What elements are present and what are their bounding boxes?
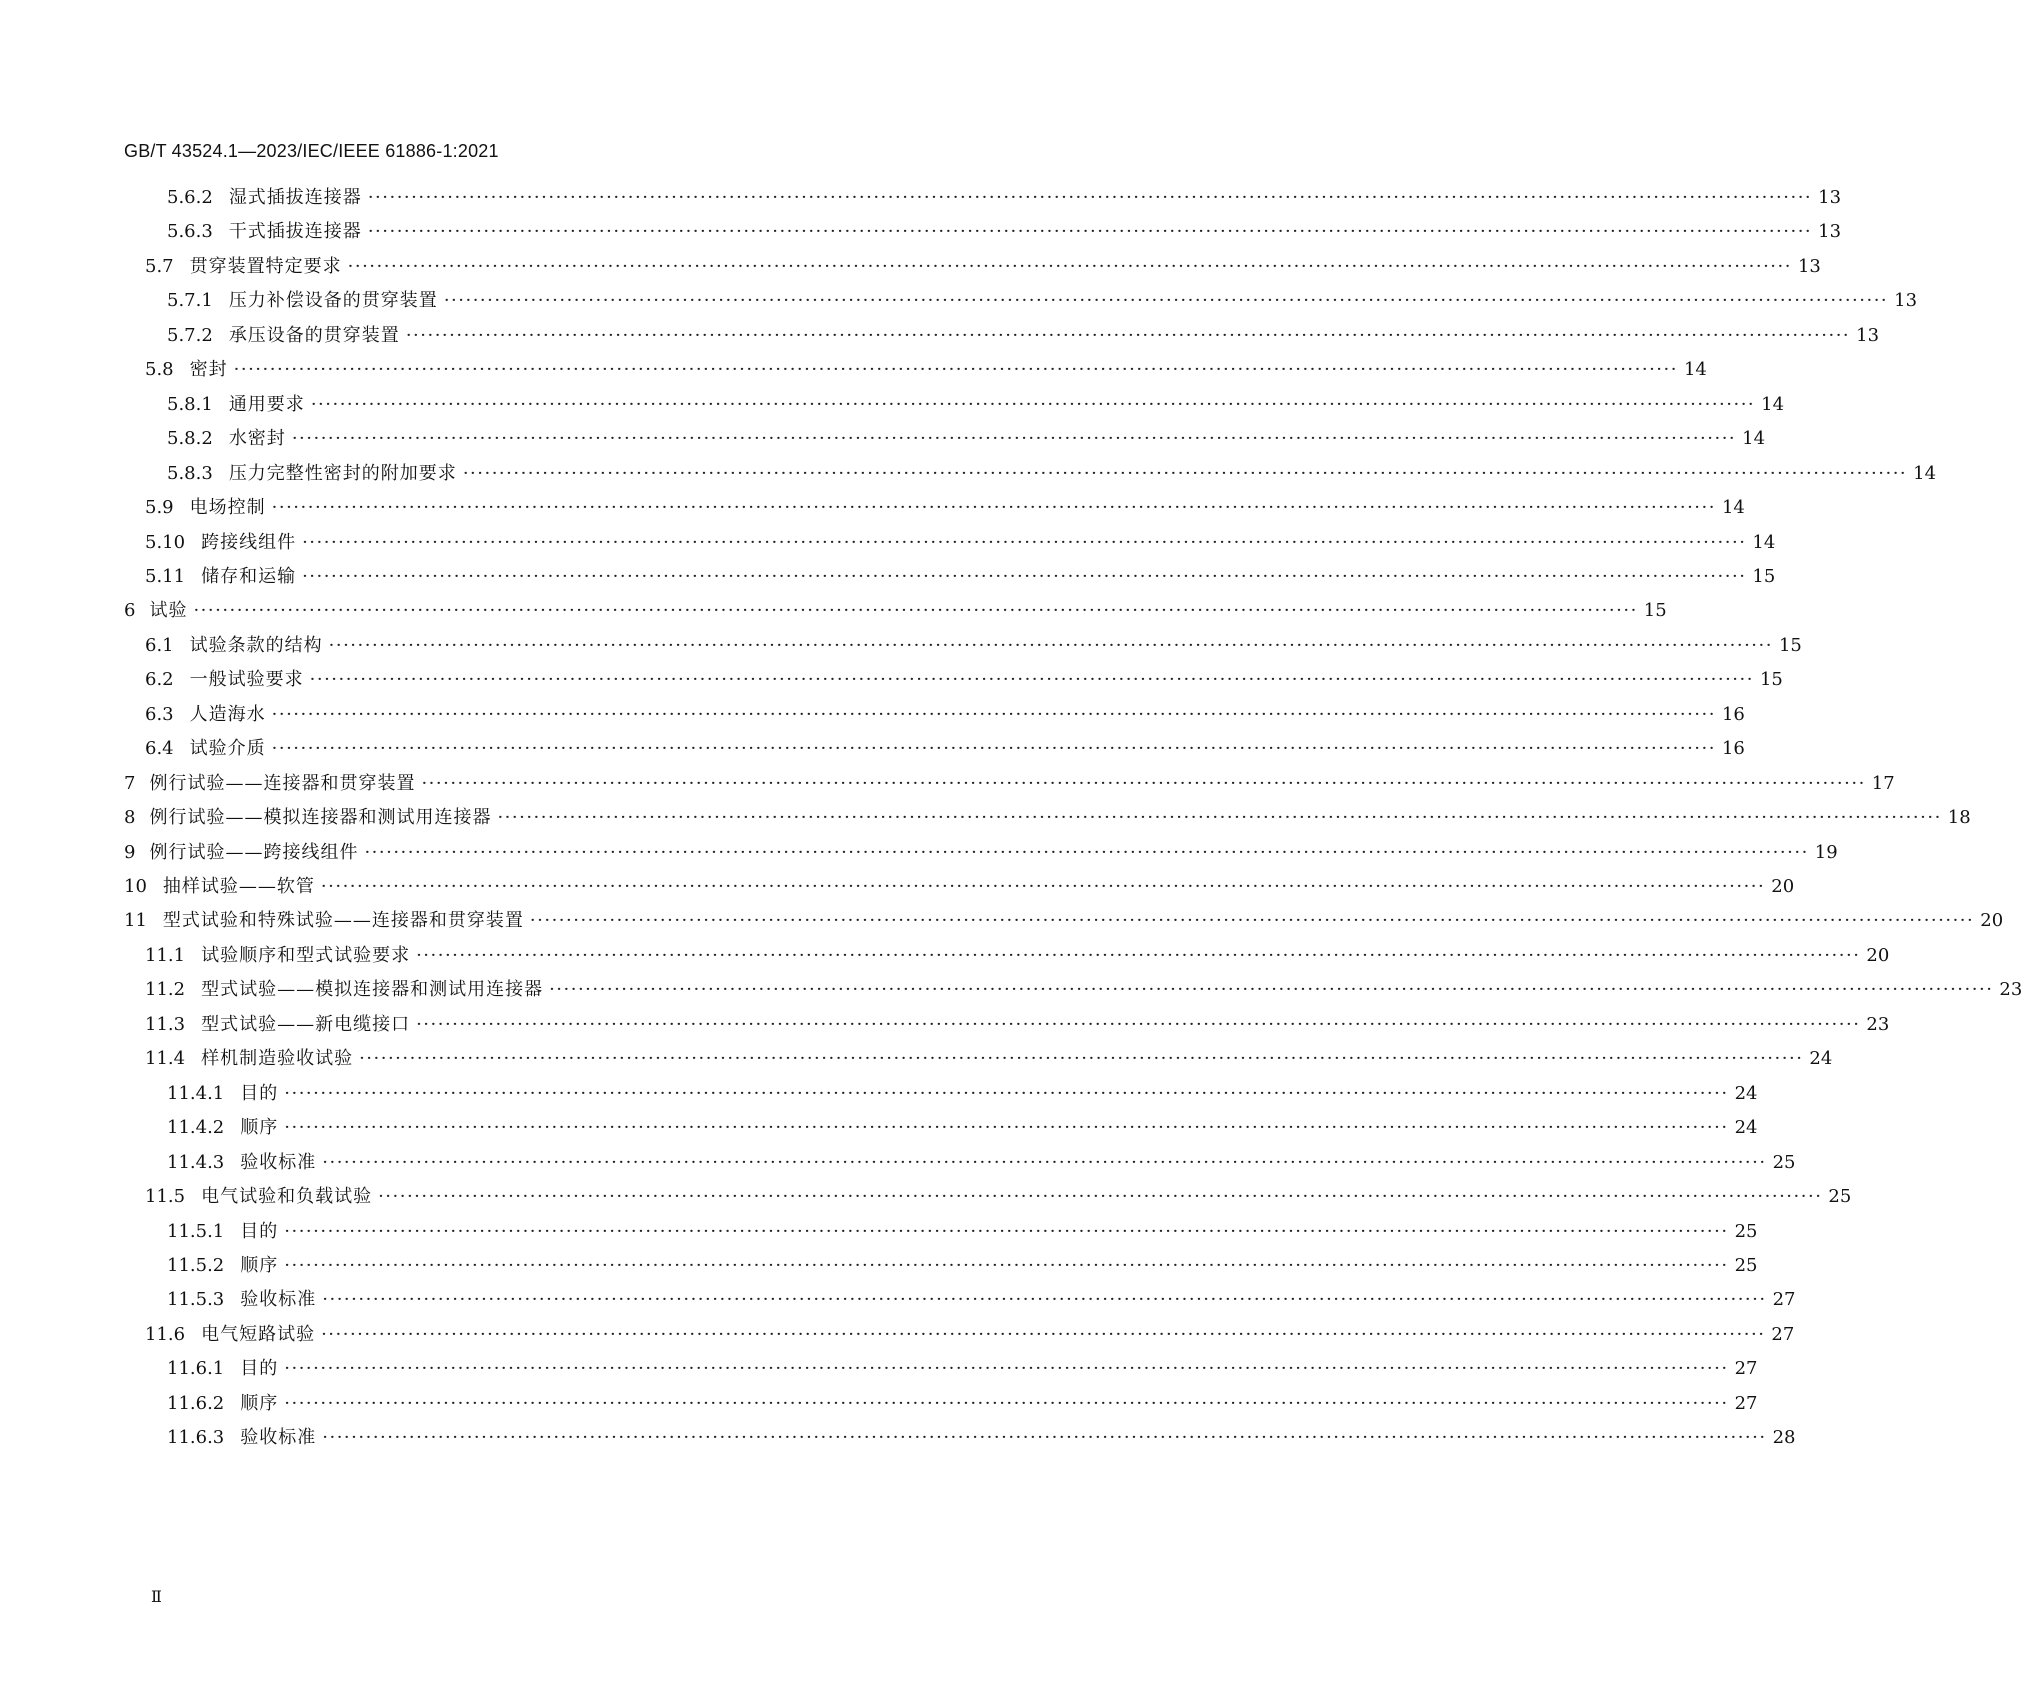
toc-entry-page: 15 [1778, 634, 1802, 656]
toc-entry[interactable] [167, 1150, 1796, 1176]
toc-entry[interactable] [145, 736, 1745, 762]
toc-entry-title: 抽样试验——软管 [162, 876, 315, 897]
toc-entry-page: 28 [1772, 1427, 1796, 1449]
toc-entry-title: 顺序 [240, 1117, 279, 1139]
dot-leader: ········································································································································································································ [320, 876, 1766, 897]
toc-entry[interactable] [167, 1115, 1758, 1141]
dot-leader: ········································································································································································································ [529, 910, 1975, 932]
toc-entry-page: 23 [1866, 1013, 1890, 1035]
toc-entry-number: 5.11 [145, 565, 186, 587]
toc-entry-number: 11.6.3 [167, 1427, 225, 1449]
toc-entry[interactable] [124, 771, 1895, 797]
toc-entry-page: 14 [1913, 462, 1937, 484]
toc-entry-title: 目的 [240, 1220, 279, 1242]
toc-entry-page: 27 [1771, 1323, 1795, 1345]
toc-entry[interactable] [145, 357, 1707, 383]
toc-entry[interactable] [167, 461, 1937, 487]
toc-entry[interactable] [167, 288, 1918, 314]
dot-leader: ········································································································································································································ [405, 324, 1851, 346]
toc-entry-number: 11.6.1 [167, 1358, 225, 1380]
toc-entry-title: 试验顺序和型式试验要求 [201, 944, 411, 966]
toc-entry-title: 压力补偿设备的贯穿装置 [228, 290, 438, 312]
dot-leader: ········································································································································································································ [322, 1289, 1767, 1311]
toc-entry-number: 11.4.1 [167, 1082, 225, 1104]
dot-leader: ········································································································································································································ [322, 1151, 1767, 1173]
toc-entry-title: 型式试验——模拟连接器和测试用连接器 [201, 979, 544, 1001]
toc-entry-number: 11.4 [145, 1048, 186, 1070]
toc-entry-page: 14 [1761, 393, 1785, 415]
toc-entry[interactable] [124, 840, 1838, 866]
toc-entry-number: 11.5.1 [167, 1220, 225, 1242]
toc-entry-number: 6.4 [145, 738, 174, 760]
toc-entry[interactable] [145, 530, 1776, 556]
dot-leader: ········································································································································································································ [322, 1427, 1767, 1449]
toc-entry-title: 验收标准 [240, 1427, 317, 1449]
toc-entry[interactable] [145, 702, 1745, 728]
toc-entry[interactable] [167, 219, 1842, 245]
toc-entry-title: 压力完整性密封的附加要求 [228, 462, 457, 484]
dot-leader: ········································································································································································································ [284, 1254, 1729, 1276]
toc-entry-page: 15 [1752, 565, 1776, 587]
toc-entry[interactable] [124, 874, 1795, 900]
toc-entry-page: 13 [1818, 187, 1842, 208]
toc-entry[interactable] [145, 1046, 1833, 1072]
toc-entry[interactable] [167, 1287, 1796, 1313]
toc-entry-number: 11.1 [145, 944, 186, 966]
toc-entry[interactable] [124, 805, 1971, 831]
toc-entry-title: 试验条款的结构 [189, 634, 323, 656]
dot-leader: ········································································································································································································ [284, 1392, 1729, 1414]
toc-entry-page: 25 [1828, 1186, 1852, 1208]
toc-entry-page: 17 [1871, 772, 1895, 794]
toc-entry[interactable] [167, 323, 1880, 349]
toc-entry-title: 试验介质 [189, 738, 266, 760]
toc-entry-title: 贯穿装置特定要求 [189, 255, 342, 277]
document-header: GB/T 43524.1—2023/IEC/IEEE 61886-1:2021 [124, 141, 499, 161]
toc-entry-title: 承压设备的贯穿装置 [228, 324, 400, 346]
toc-entry-page: 24 [1734, 1117, 1758, 1139]
toc-entry-page: 15 [1643, 600, 1667, 622]
toc-entry-number: 5.8.1 [167, 393, 213, 415]
toc-entry-title: 电场控制 [189, 497, 266, 519]
toc-entry[interactable] [145, 254, 1821, 280]
toc-entry-title: 例行试验——连接器和贯穿装置 [149, 772, 416, 794]
toc-entry-page: 14 [1683, 359, 1707, 381]
toc-entry-title: 顺序 [240, 1392, 279, 1414]
toc-entry-page: 15 [1759, 669, 1783, 691]
toc-entry-page: 19 [1814, 841, 1838, 863]
toc-entry-number: 11.5.3 [167, 1289, 225, 1311]
toc-entry-title: 湿式插拔连接器 [228, 187, 362, 208]
toc-entry-title: 通用要求 [228, 393, 305, 415]
toc-entry-number: 5.9 [145, 497, 174, 519]
dot-leader: ········································································································································································································ [321, 1323, 1766, 1345]
dot-leader: ········································································································································································································ [309, 669, 1754, 691]
toc-entry[interactable] [167, 392, 1785, 418]
dot-leader: ········································································································································································································ [302, 565, 1747, 587]
dot-leader: ········································································································································································································ [271, 703, 1716, 725]
toc-entry-number: 6.3 [145, 703, 174, 725]
toc-entry-number: 8 [124, 807, 136, 829]
toc-entry-title: 储存和运输 [201, 565, 297, 587]
toc-entry-title: 目的 [240, 1358, 279, 1380]
dot-leader: ········································································································································································································ [284, 1117, 1729, 1139]
toc-entry-title: 试验 [149, 600, 188, 622]
toc-entry-page: 16 [1721, 738, 1745, 760]
toc-entry-title: 电气短路试验 [201, 1323, 316, 1345]
toc-entry-title: 目的 [240, 1082, 279, 1104]
dot-leader: ········································································································································································································ [310, 393, 1756, 415]
dot-leader: ········································································································································································································ [284, 1220, 1729, 1242]
toc-entry[interactable] [124, 908, 2004, 934]
toc-entry-page: 25 [1734, 1220, 1758, 1242]
toc-entry-title: 干式插拔连接器 [228, 221, 362, 243]
toc-entry-number: 11.6.2 [167, 1392, 225, 1414]
toc-entry[interactable] [145, 977, 2022, 1003]
toc-entry-number: 9 [124, 841, 136, 863]
toc-entry-number: 6.2 [145, 669, 174, 691]
toc-entry[interactable] [167, 426, 1766, 452]
toc-entry-number: 5.7.1 [167, 290, 213, 312]
dot-leader: ········································································································································································································ [284, 1358, 1729, 1380]
toc-entry-title: 验收标准 [240, 1289, 317, 1311]
toc-entry-title: 样机制造验收试验 [201, 1048, 354, 1070]
toc-entry-number: 5.7 [145, 255, 174, 277]
toc-entry-page: 14 [1721, 497, 1745, 519]
dot-leader: ········································································································································································································ [233, 359, 1678, 381]
toc-entry-page: 20 [1866, 944, 1890, 966]
toc-entry-number: 5.8.2 [167, 428, 213, 450]
toc-entry-number: 5.8 [145, 359, 174, 381]
toc-entry-number: 11.4.3 [167, 1151, 225, 1173]
toc-entry-title: 一般试验要求 [189, 669, 304, 691]
toc-entry-page: 20 [1980, 910, 2004, 932]
toc-entry[interactable] [167, 1356, 1758, 1382]
toc-entry[interactable] [145, 1322, 1795, 1348]
dot-leader: ········································································································································································································ [193, 600, 1638, 622]
dot-leader: ········································································································································································································ [302, 531, 1747, 553]
dot-leader: ········································································································································································································ [378, 1186, 1823, 1208]
toc-entry-title: 电气试验和负载试验 [201, 1186, 373, 1208]
toc-entry-number: 11.6 [145, 1323, 186, 1345]
toc-entry-number: 11.5 [145, 1186, 186, 1208]
toc-entry[interactable] [167, 1425, 1796, 1451]
toc-entry[interactable] [145, 564, 1776, 590]
toc-entry-page: 24 [1809, 1048, 1833, 1070]
toc-entry-title: 密封 [189, 359, 228, 381]
toc-entry-number: 11 [124, 910, 147, 932]
toc-entry-page: 27 [1772, 1289, 1796, 1311]
toc-entry-page: 14 [1752, 531, 1776, 553]
toc-entry[interactable] [167, 1081, 1758, 1107]
toc-entry-number: 11.2 [145, 979, 186, 1001]
toc-entry-title: 人造海水 [189, 703, 266, 725]
dot-leader: ········································································································································································································ [271, 738, 1716, 760]
dot-leader: ········································································································································································································ [367, 221, 1813, 243]
toc-entry-number: 10 [124, 876, 147, 897]
toc-entry-number: 11.3 [145, 1013, 186, 1035]
toc-entry-page: 27 [1734, 1392, 1758, 1414]
dot-leader: ········································································································································································································ [416, 1013, 1861, 1035]
toc-entry-number: 5.8.3 [167, 462, 213, 484]
toc-entry-page: 14 [1742, 428, 1766, 450]
toc-entry-page: 13 [1818, 221, 1842, 243]
dot-leader: ········································································································································································································ [291, 428, 1737, 450]
dot-leader: ········································································································································································································ [328, 634, 1773, 656]
toc-entry-page: 25 [1772, 1151, 1796, 1173]
page-number: Ⅱ [151, 1587, 162, 1606]
toc-entry[interactable] [124, 598, 1667, 624]
toc-entry-number: 5.6.3 [167, 221, 213, 243]
toc-entry-title: 型式试验——新电缆接口 [201, 1013, 411, 1035]
toc-entry-title: 例行试验——模拟连接器和测试用连接器 [149, 807, 492, 829]
toc-entry-page: 18 [1947, 807, 1971, 829]
toc-entry-page: 23 [1999, 979, 2022, 1001]
toc-entry-title: 顺序 [240, 1254, 279, 1276]
toc-entry-number: 5.10 [145, 531, 186, 553]
toc-entry[interactable] [145, 633, 1802, 659]
toc-entry-number: 11.4.2 [167, 1117, 225, 1139]
toc-entry-number: 5.7.2 [167, 324, 213, 346]
toc-entry-title: 水密封 [228, 428, 286, 450]
toc-entry[interactable] [145, 1012, 1890, 1038]
toc-entry[interactable] [145, 495, 1745, 521]
toc-entry[interactable] [167, 1219, 1758, 1245]
toc-entry[interactable] [167, 1391, 1758, 1417]
toc-entry-title: 验收标准 [240, 1151, 317, 1173]
dot-leader: ········································································································································································································ [497, 807, 1942, 829]
toc-entry-title: 型式试验和特殊试验——连接器和贯穿装置 [162, 910, 524, 932]
dot-leader: ········································································································································································································ [549, 979, 1994, 1001]
dot-leader: ········································································································································································································ [359, 1048, 1804, 1070]
toc-entry[interactable] [167, 1253, 1758, 1279]
toc-entry-number: 11.5.2 [167, 1254, 225, 1276]
toc-entry-page: 16 [1721, 703, 1745, 725]
toc-entry-page: 13 [1894, 290, 1918, 312]
toc-entry-page: 24 [1734, 1082, 1758, 1104]
toc-entry-page: 25 [1734, 1254, 1758, 1276]
toc-entry[interactable] [145, 943, 1890, 969]
toc-entry-number: 7 [124, 772, 136, 794]
dot-leader: ········································································································································································································ [284, 1082, 1729, 1104]
toc-entry-page: 13 [1797, 255, 1821, 277]
toc-entry[interactable] [167, 185, 1842, 211]
dot-leader: ········································································································································································································ [271, 497, 1716, 519]
dot-leader: ········································································································································································································ [347, 255, 1792, 277]
dot-leader: ········································································································································································································ [443, 290, 1889, 312]
toc-entry-title: 跨接线组件 [201, 531, 297, 553]
toc-entry-number: 6 [124, 600, 136, 622]
dot-leader: ········································································································································································································ [364, 841, 1809, 863]
toc-entry-title: 例行试验——跨接线组件 [149, 841, 359, 863]
toc-entry[interactable] [145, 667, 1783, 693]
toc-entry-number: 6.1 [145, 634, 174, 656]
toc-entry-page: 27 [1734, 1358, 1758, 1380]
toc-entry-page: 13 [1856, 324, 1880, 346]
toc-entry-page: 20 [1771, 876, 1795, 897]
toc-entry[interactable] [145, 1184, 1852, 1210]
toc-entry-number: 5.6.2 [167, 187, 213, 208]
dot-leader: ········································································································································································································ [367, 187, 1813, 208]
dot-leader: ········································································································································································································ [421, 772, 1866, 794]
dot-leader: ········································································································································································································ [462, 462, 1908, 484]
dot-leader: ········································································································································································································ [416, 944, 1861, 966]
